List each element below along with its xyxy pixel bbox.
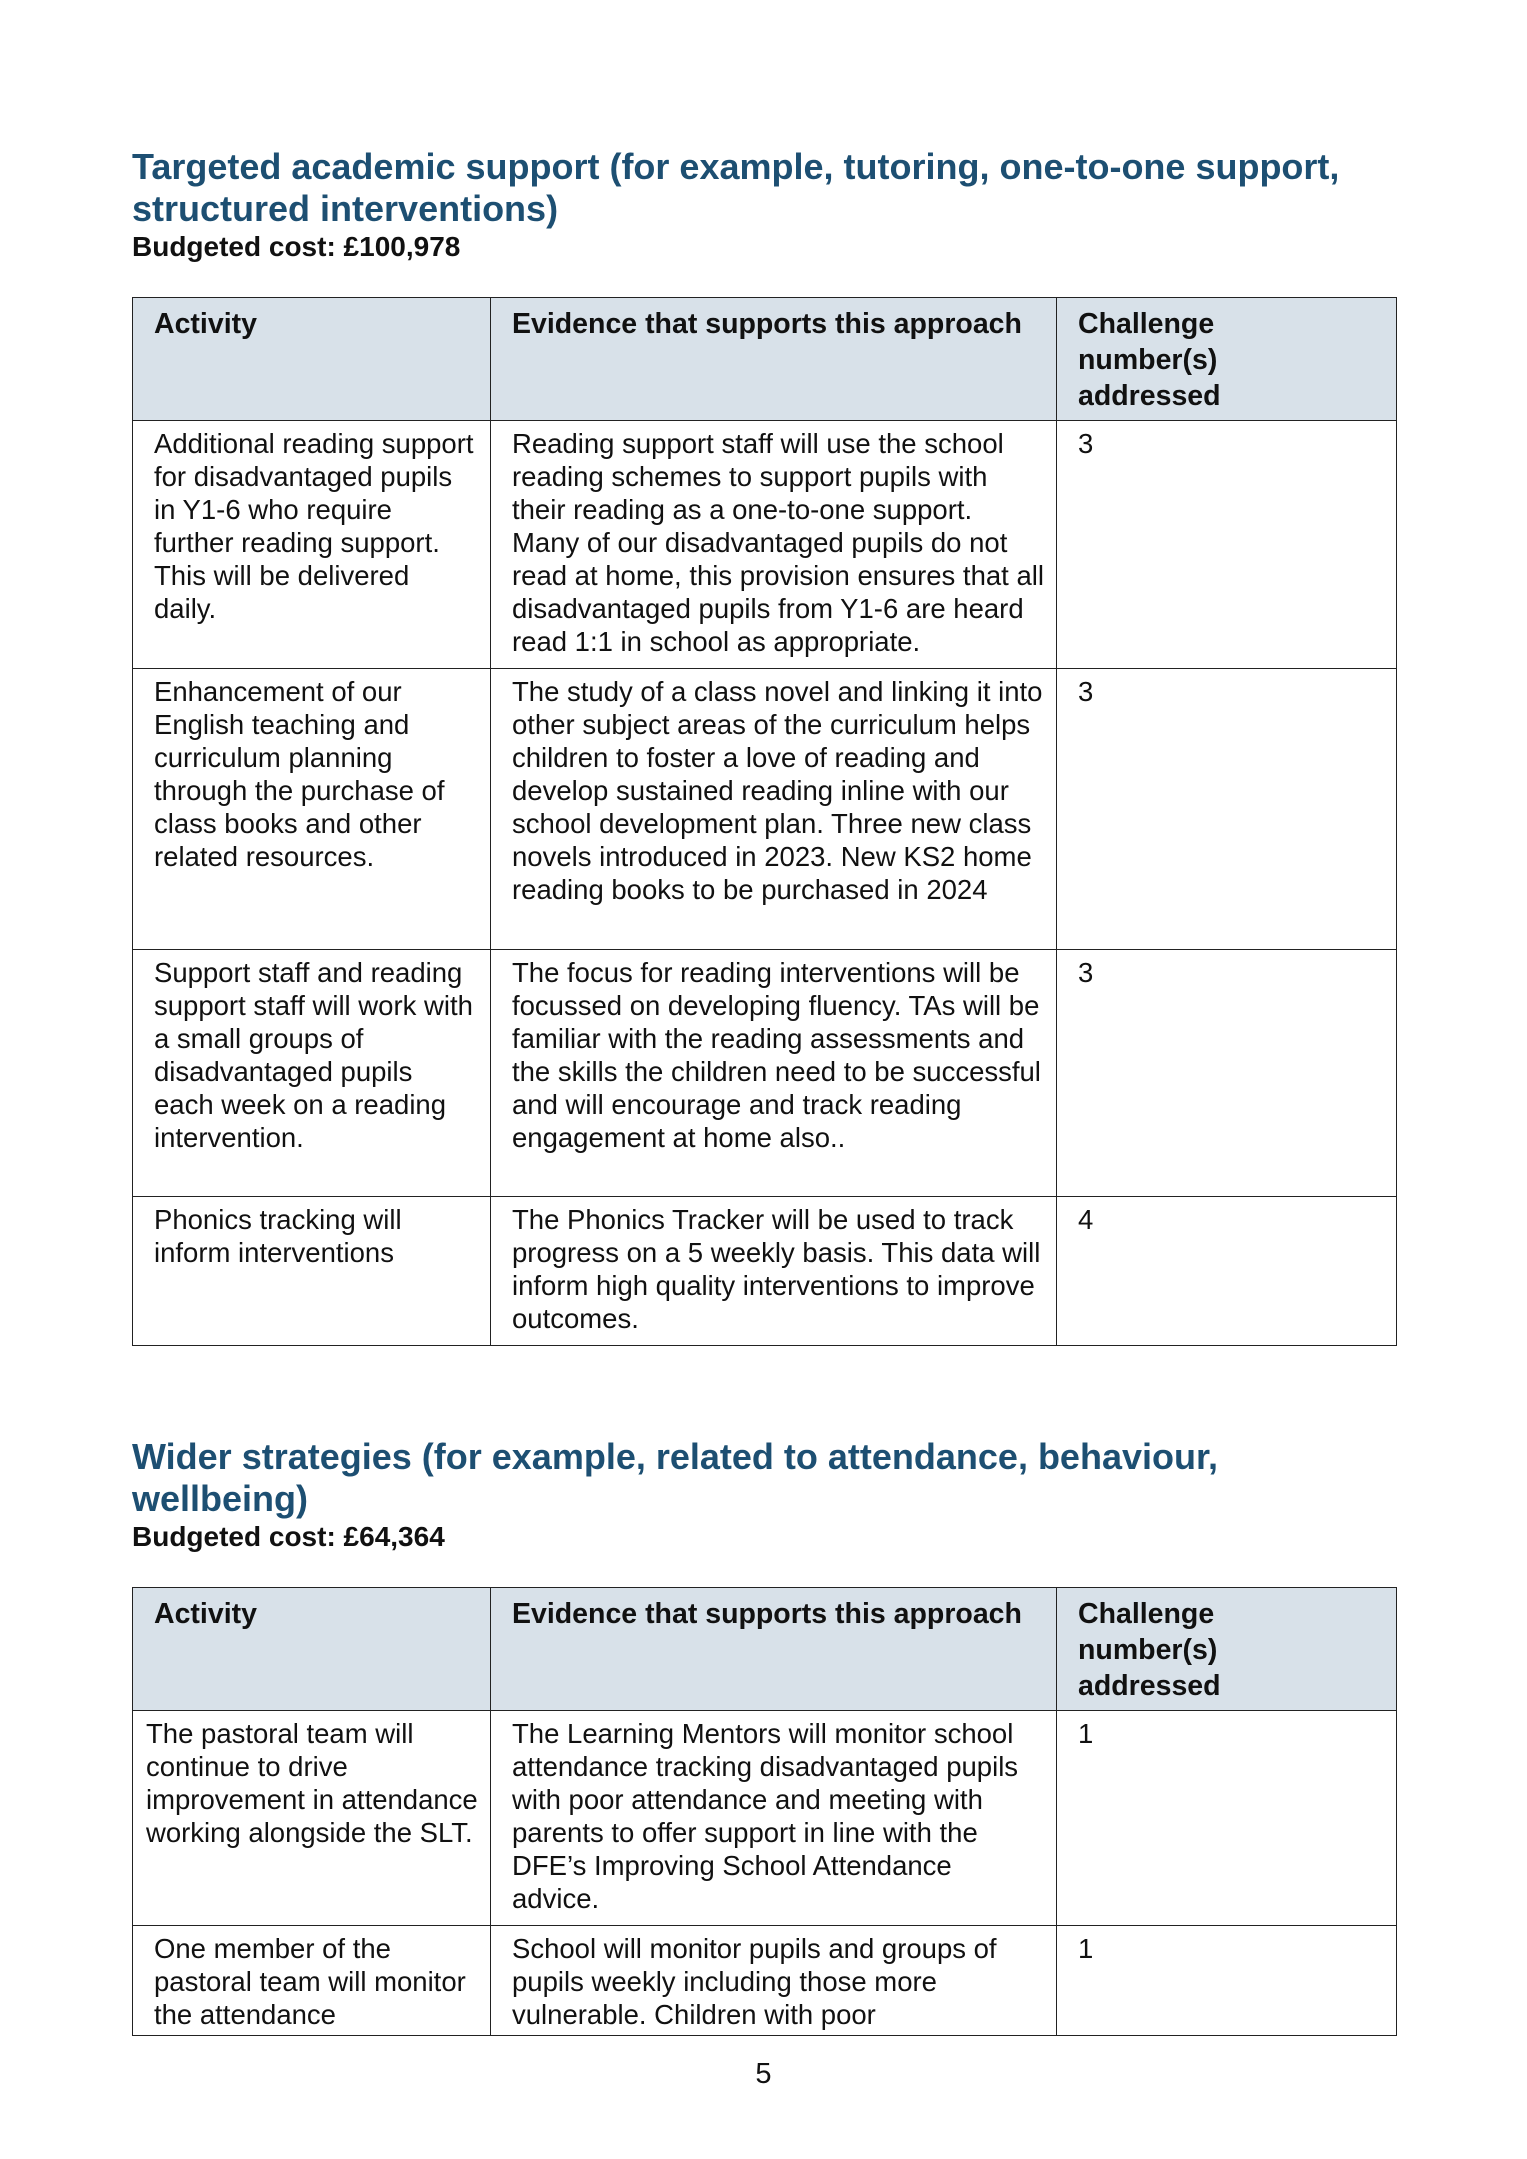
- evidence-cell: School will monitor pupils and groups of pupils weekly including those more vulnerable. Children with poor: [491, 1926, 1057, 2036]
- activity-cell: The pastoral team will continue to drive improvement in attendance working alongside the SLT.: [133, 1711, 491, 1926]
- budgeted-cost: Budgeted cost: £64,364: [132, 1521, 445, 1552]
- activity-cell: Additional reading support for disadvantaged pupils in Y1-6 who require further reading support. This will be delivered daily.: [133, 421, 491, 669]
- header-challenge: Challenge number(s) addressed: [1057, 1588, 1397, 1711]
- header-evidence: Evidence that supports this approach: [491, 298, 1057, 421]
- table-header-row: [133, 298, 1397, 421]
- table-row: [133, 1926, 1397, 2036]
- table-row: [133, 1711, 1397, 1926]
- activity-cell: One member of the pastoral team will monitor the attendance: [133, 1926, 491, 2036]
- evidence-cell: The Learning Mentors will monitor school attendance tracking disadvantaged pupils with poor attendance and meeting with parents to offer support in line with the DFE’s Improving School Attendance advice.: [491, 1711, 1057, 1926]
- activity-cell: Support staff and reading support staff will work with a small groups of disadvantaged pupils each week on a reading intervention.: [133, 950, 491, 1197]
- activity-cell: Enhancement of our English teaching and curriculum planning through the purchase of class books and other related resources.: [133, 669, 491, 950]
- challenge-cell: 4: [1057, 1197, 1397, 1346]
- evidence-cell: The study of a class novel and linking it into other subject areas of the curriculum helps children to foster a love of reading and develop sustained reading inline with our school development plan. Three new class novels introduced in 2023. New KS2 home reading books to be purchased in 2024: [491, 669, 1057, 950]
- header-evidence: Evidence that supports this approach: [491, 1588, 1057, 1711]
- challenge-cell: 1: [1057, 1711, 1397, 1926]
- targeted-support-table: [132, 297, 1397, 1346]
- header-challenge: Challenge number(s) addressed: [1057, 298, 1397, 421]
- page-number: 5: [755, 2058, 772, 2090]
- section-title: Wider strategies (for example, related to attendance, behaviour, wellbeing): [132, 1436, 1218, 1519]
- table-header-row: [133, 1588, 1397, 1711]
- challenge-cell: 3: [1057, 421, 1397, 669]
- evidence-cell: Reading support staff will use the school reading schemes to support pupils with their reading as a one-to-one support. Many of our disadvantaged pupils do not read at home, this provision ensures that all disadvantaged pupils from Y1-6 are heard read 1:1 in school as appropriate.: [491, 421, 1057, 669]
- table-row: [133, 950, 1397, 1197]
- table-row: [133, 1197, 1397, 1346]
- table-row: [133, 421, 1397, 669]
- section-wider-strategies: [132, 1436, 1396, 1554]
- evidence-cell: The Phonics Tracker will be used to track progress on a 5 weekly basis. This data will inform high quality interventions to improve outcomes.: [491, 1197, 1057, 1346]
- header-activity: Activity: [133, 1588, 491, 1711]
- budgeted-cost: Budgeted cost: £100,978: [132, 231, 461, 262]
- table-row: [133, 669, 1397, 950]
- header-activity: Activity: [133, 298, 491, 421]
- challenge-cell: 1: [1057, 1926, 1397, 2036]
- wider-strategies-table: [132, 1587, 1397, 2036]
- section-targeted-support: [132, 146, 1396, 264]
- challenge-cell: 3: [1057, 950, 1397, 1197]
- challenge-cell: 3: [1057, 669, 1397, 950]
- activity-cell: Phonics tracking will inform interventions: [133, 1197, 491, 1346]
- evidence-cell: The focus for reading interventions will be focussed on developing fluency. TAs will be familiar with the reading assessments and the skills the children need to be successful and will encourage and track reading engagement at home also..: [491, 950, 1057, 1197]
- section-title: Targeted academic support (for example, tutoring, one-to-one support, structured interventions): [132, 146, 1340, 229]
